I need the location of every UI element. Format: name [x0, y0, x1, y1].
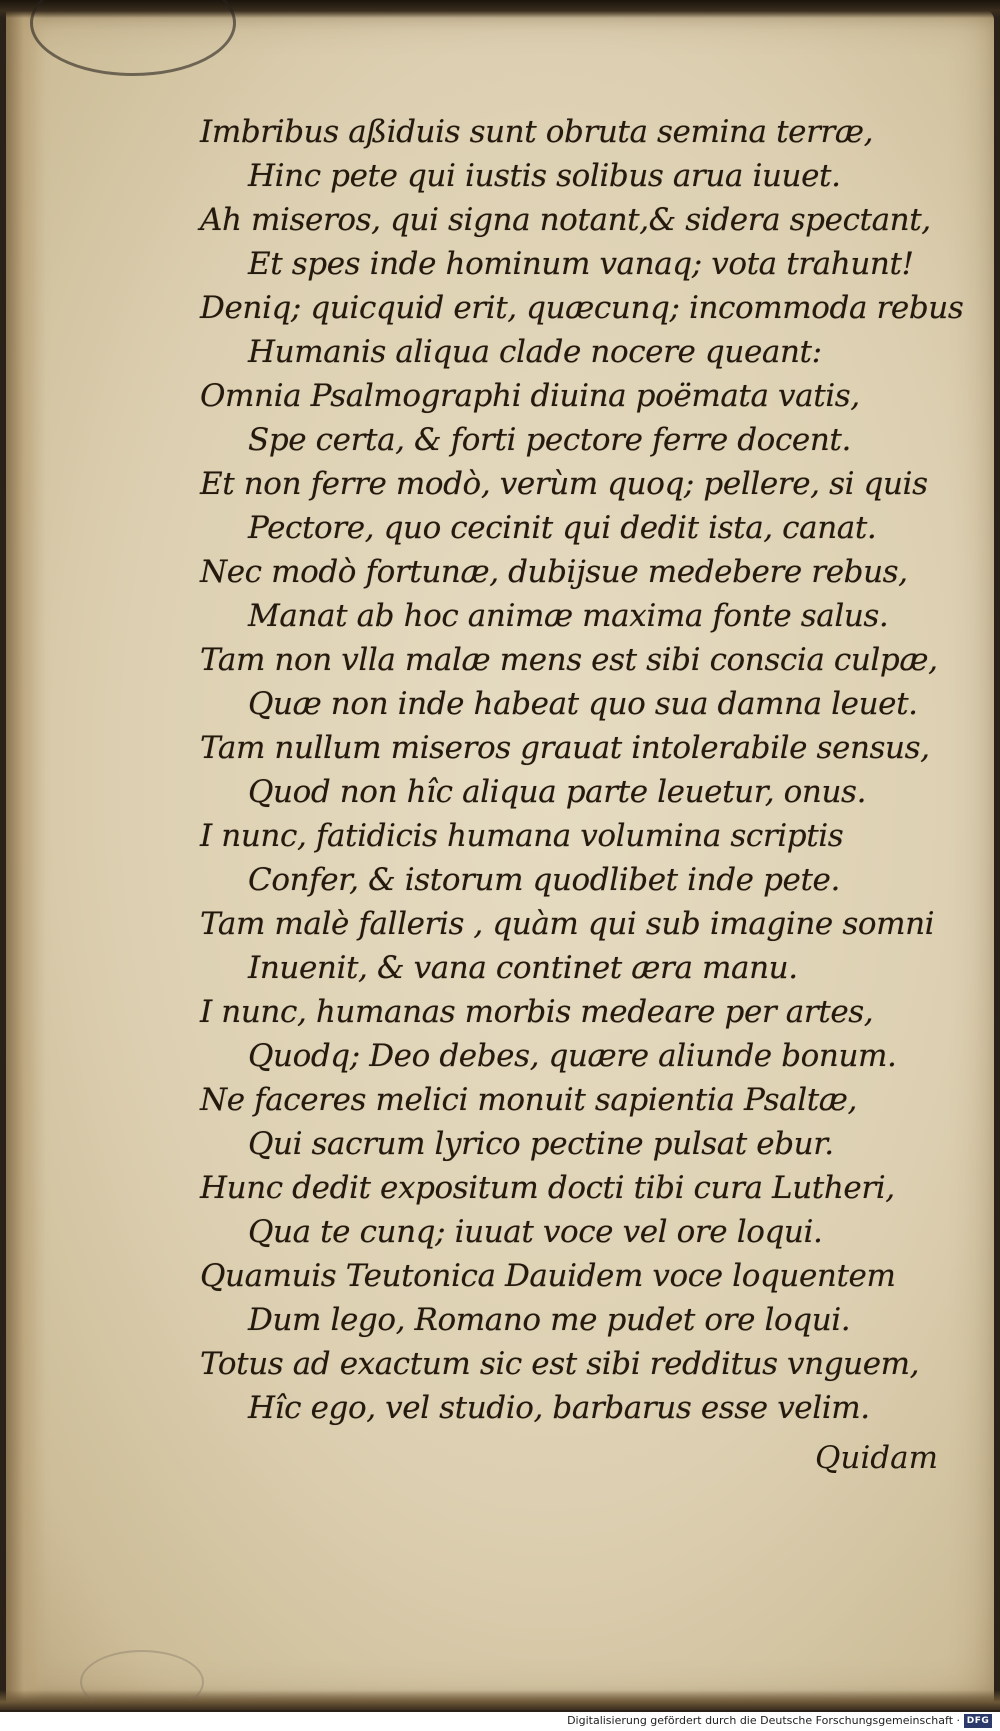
verse-line: Spe certa, & forti pectore ferre docent. [248, 422, 851, 458]
verse-line: Dum lego, Romano me pudet ore loqui. [248, 1302, 851, 1338]
verse-line: Ah miseros, qui signa notant,& sidera spectant, [200, 202, 931, 238]
verse-line: Hinc pete qui iustis solibus arua iuuet. [248, 158, 841, 194]
verse-line: Quamuis Teutonica Dauidem voce loquentem [200, 1258, 896, 1294]
binding-gutter [6, 10, 46, 1705]
verse-line: Hunc dedit expositum docti tibi cura Lutheri, [200, 1170, 895, 1206]
verse-line: Quodq; Deo debes, quære aliunde bonum. [248, 1038, 897, 1074]
verse-line: Hîc ego, vel studio, barbarus esse velim. [248, 1390, 870, 1426]
verse-line: Qui sacrum lyrico pectine pulsat ebur. [248, 1126, 834, 1162]
verse-line: Pectore, quo cecinit qui dedit ista, canat. [248, 510, 877, 546]
verse-line: Tam nullum miseros grauat intolerabile sensus, [200, 730, 930, 766]
verse-line: I nunc, humanas morbis medeare per artes, [200, 994, 874, 1030]
verse-line: Quæ non inde habeat quo sua damna leuet. [248, 686, 918, 722]
verse-line: Totus ad exactum sic est sibi redditus vnguem, [200, 1346, 920, 1382]
verse-line: Humanis aliqua clade nocere queant: [248, 334, 822, 370]
verse-line: Inuenit, & vana continet æra manu. [248, 950, 798, 986]
verse-line: Et non ferre modò, verùm quoq; pellere, si quis [200, 466, 928, 502]
verse-line: I nunc, fatidicis humana volumina scriptis [200, 818, 844, 854]
dfg-logo: DFG [964, 1714, 992, 1728]
catchword: Quidam [815, 1440, 939, 1476]
verse-line: Confer, & istorum quodlibet inde pete. [248, 862, 840, 898]
verse-line: Qua te cunq; iuuat voce vel ore loqui. [248, 1214, 823, 1250]
verse-line: Deniq; quicquid erit, quæcunq; incommoda rebus [200, 290, 964, 326]
verse-line: Ne faceres melici monuit sapientia Psaltæ, [200, 1082, 857, 1118]
verse-line: Tam non vlla malæ mens est sibi conscia culpæ, [200, 642, 938, 678]
verse-line: Manat ab hoc animæ maxima fonte salus. [248, 598, 889, 634]
verse-line: Omnia Psalmographi diuina poëmata vatis, [200, 378, 860, 414]
poem-text-block [200, 110, 964, 1430]
verse-line: Tam malè falleris , quàm qui sub imagine somni [200, 906, 935, 942]
verse-line: Nec modò fortunæ, dubijsue medebere rebus, [200, 554, 908, 590]
funding-credit: Digitalisierung gefördert durch die Deutsche Forschungsgemeinschaft · [567, 1714, 960, 1727]
verse-line: Imbribus aßiduis sunt obruta semina terræ, [200, 114, 874, 150]
scanner-clip-mark-bottom [80, 1650, 204, 1714]
verse-line: Et spes inde hominum vanaq; vota trahunt! [248, 246, 914, 282]
verse-line: Quod non hîc aliqua parte leuetur, onus. [248, 774, 867, 810]
